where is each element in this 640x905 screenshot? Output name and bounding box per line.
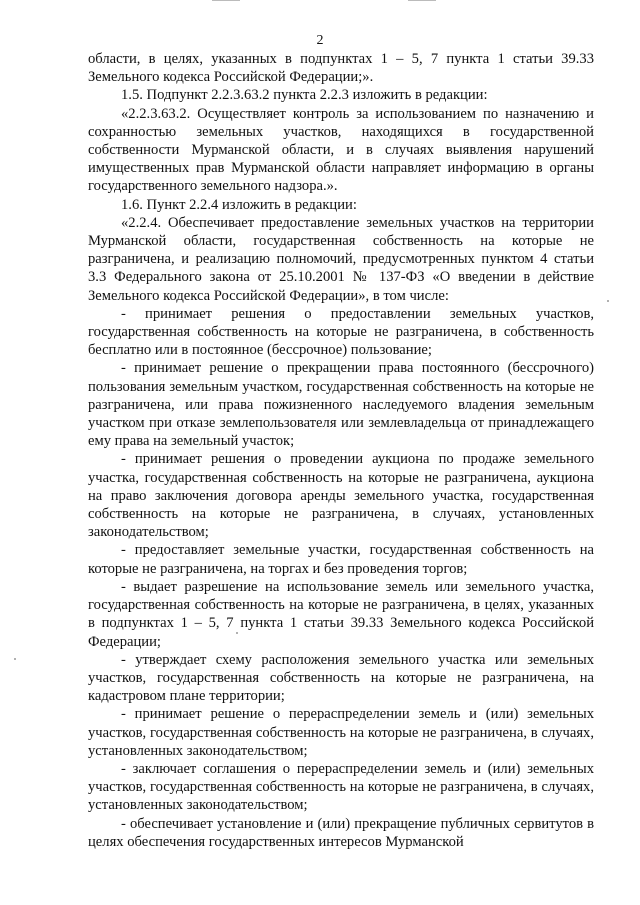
scan-edge-mark: [212, 0, 240, 1]
paragraph: - выдает разрешение на использование земель или земельного участка, государственная собственность на которые не разграничена, в целях, указанных в подпунктах 1 – 5, 7 пункта 1 статьи 39.33 Земельного кодекса Российской Федерации;: [88, 578, 594, 650]
scan-edge-mark: [408, 0, 436, 1]
page-number: 2: [316, 33, 324, 48]
paragraph: - принимает решения о предоставлении земельных участков, государственная собственность на которые не разграничена, в собственность бесплатно или в постоянное (бессрочное) пользование;: [88, 305, 594, 359]
paragraph: - утверждает схему расположения земельного участка или земельных участков, государственная собственность на которые не разграничена, на кадастровом плане территории;: [88, 651, 594, 705]
paragraph: - обеспечивает установление и (или) прекращение публичных сервитутов в целях обеспечения государственных интересов Мурманской: [88, 815, 594, 850]
paragraph: «2.2.4. Обеспечивает предоставление земельных участков на территории Мурманской области, государственная собственность на которые не разграничена, и реализацию полномочий, предусмотренных пунктом 4 статьи 3.3 Федерального закона от 25.10.2001 № 137-ФЗ «О введении в действие Земельного кодекса Российской Федерации», в том числе:: [88, 214, 594, 304]
scan-speck: [14, 658, 16, 660]
paragraph: - принимает решение о прекращении права постоянного (бессрочного) пользования земельным участком, государственная собственность на которые не разграничена, или права пожизненного наследуемого владения земельным участком при отказе землепользователя или землевладельца от принадлежащего ему права на земельный участок;: [88, 360, 594, 450]
paragraph: - принимает решение о перераспределении земель и (или) земельных участков, государственная собственность на которые не разграничена, в случаях, установленных законодательством;: [88, 706, 594, 759]
paragraph: 1.5. Подпункт 2.2.3.63.2 пункта 2.2.3 изложить в редакции:: [121, 87, 488, 104]
paragraph: - заключает соглашения о перераспределении земель и (или) земельных участков, государственная собственность на которые не разграничена, в случаях, установленных законодательством;: [88, 760, 594, 814]
scan-speck: [236, 632, 238, 634]
document-body: [88, 50, 594, 851]
paragraph: - предоставляет земельные участки, государственная собственность на которые не разграничена, на торгах и без проведения торгов;: [88, 542, 594, 577]
paragraph: - принимает решения о проведении аукциона по продаже земельного участка, государственная собственность на которые не разграничена, аукциона на право заключения договора аренды земельного участка, государственная собственность на которые не разграничена, в случаях, установленных законодательством;: [88, 451, 594, 541]
paragraph: 1.6. Пункт 2.2.4 изложить в редакции:: [121, 196, 357, 213]
paragraph: «2.2.3.63.2. Осуществляет контроль за использованием по назначению и сохранностью земельных участков, находящихся в государственной собственности Мурманской области, и в случаях выявления нарушений имущественных прав Мурманской области направляет информацию в органы государственного земельного надзора.».: [88, 105, 594, 195]
paragraph: области, в целях, указанных в подпунктах 1 – 5, 7 пункта 1 статьи 39.33 Земельного кодекса Российской Федерации;».: [88, 51, 594, 86]
scan-speck: [607, 300, 609, 302]
